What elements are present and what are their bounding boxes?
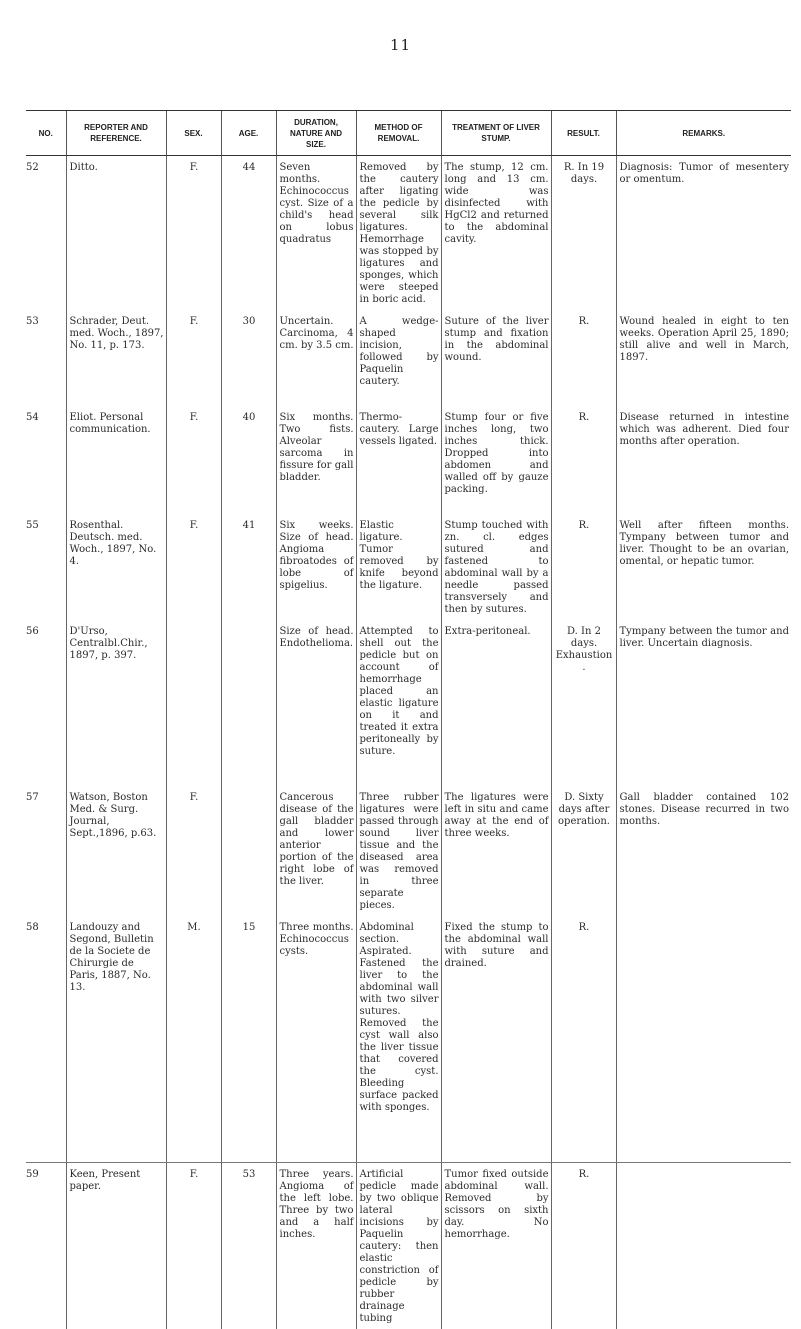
header-age: AGE.	[221, 111, 276, 156]
treatment-of-stump: The ligatures were left in situ and came away at the end of three weeks.	[441, 786, 551, 916]
duration-nature-size: Six months. Two fists. Alveolar sarcoma in fissure for gall bladder.	[276, 406, 356, 514]
treatment-of-stump: Extra-peritoneal.	[441, 620, 551, 786]
age: 53	[221, 1163, 276, 1329]
treatment-of-stump: Stump touched with zn. cl. edges sutured and fastened to abdominal wall by a needle passed transversely and then by sutures.	[441, 514, 551, 620]
case-table	[26, 110, 791, 1329]
remarks	[616, 1163, 791, 1329]
remarks: Disease returned in intestine which was adherent. Died four months after operation.	[616, 406, 791, 514]
table-row	[26, 310, 791, 406]
result: R.	[551, 916, 616, 1163]
remarks: Diagnosis: Tumor of mesentery or omentum.	[616, 156, 791, 311]
method-of-removal: Thermo-cautery. Large vessels ligated.	[356, 406, 441, 514]
method-of-removal: Three rubber ligatures were passed through sound liver tissue and the diseased area was removed in three separate pieces.	[356, 786, 441, 916]
remarks: Tympany between the tumor and liver. Uncertain diagnosis.	[616, 620, 791, 786]
age: 41	[221, 514, 276, 620]
reporter-reference: Landouzy and Segond, Bulletin de la Societe de Chirurgie de Paris, 1887, No. 13.	[66, 916, 166, 1163]
sex: F.	[166, 1163, 221, 1329]
table-row	[26, 406, 791, 514]
header-treatment: TREATMENT OF LIVER STUMP.	[441, 111, 551, 156]
reporter-reference: Watson, Boston Med. & Surg. Journal, Sept.,1896, p.63.	[66, 786, 166, 916]
header-remarks: REMARKS.	[616, 111, 791, 156]
treatment-of-stump: Stump four or five inches long, two inches thick. Dropped into abdomen and walled off by gauze packing.	[441, 406, 551, 514]
result: R.	[551, 1163, 616, 1329]
case-number: 56	[26, 620, 66, 786]
method-of-removal: Removed by the cautery after ligating the pedicle by several silk ligatures. Hemorrhage was stopped by ligatures and sponges, which were steeped in boric acid.	[356, 156, 441, 311]
table-row	[26, 916, 791, 1163]
remarks: Wound healed in eight to ten weeks. Operation April 25, 1890; still alive and well in March, 1897.	[616, 310, 791, 406]
header-reporter: REPORTER AND REFERENCE.	[66, 111, 166, 156]
header-duration: DURATION, NATURE AND SIZE.	[276, 111, 356, 156]
result: R.	[551, 406, 616, 514]
reporter-reference: Ditto.	[66, 156, 166, 311]
sex: M.	[166, 916, 221, 1163]
table-row	[26, 620, 791, 786]
reporter-reference: Rosenthal. Deutsch. med. Woch., 1897, No. 4.	[66, 514, 166, 620]
header-no: NO.	[26, 111, 66, 156]
method-of-removal: A wedge-shaped incision, followed by Paquelin cautery.	[356, 310, 441, 406]
header-row	[26, 111, 791, 156]
case-number: 53	[26, 310, 66, 406]
sex: F.	[166, 310, 221, 406]
case-number: 54	[26, 406, 66, 514]
method-of-removal: Attempted to shell out the pedicle but on account of hemorrhage placed an elastic ligature on it and treated it extra peritoneally by suture.	[356, 620, 441, 786]
treatment-of-stump: Suture of the liver stump and fixation in the abdominal wound.	[441, 310, 551, 406]
duration-nature-size: Cancerous disease of the gall bladder and lower anterior portion of the right lobe of the liver.	[276, 786, 356, 916]
sex	[166, 620, 221, 786]
sex: F.	[166, 156, 221, 311]
age: 15	[221, 916, 276, 1163]
sex: F.	[166, 514, 221, 620]
age: 44	[221, 156, 276, 311]
result: R.	[551, 310, 616, 406]
header-method: METHOD OF REMOVAL.	[356, 111, 441, 156]
duration-nature-size: Size of head. Endothelioma.	[276, 620, 356, 786]
table-row	[26, 786, 791, 916]
case-table-container	[26, 110, 791, 1329]
reporter-reference: D'Urso, Centralbl.Chir., 1897, p. 397.	[66, 620, 166, 786]
treatment-of-stump: Tumor fixed outside abdominal wall. Removed by scissors on sixth day. No hemorrhage.	[441, 1163, 551, 1329]
sex: F.	[166, 786, 221, 916]
result: D. Sixty days after operation.	[551, 786, 616, 916]
sex: F.	[166, 406, 221, 514]
case-number: 57	[26, 786, 66, 916]
case-number: 55	[26, 514, 66, 620]
duration-nature-size: Seven months. Echinococcus cyst. Size of a child's head on lobus quadratus	[276, 156, 356, 311]
treatment-of-stump: Fixed the stump to the abdominal wall with suture and drained.	[441, 916, 551, 1163]
reporter-reference: Keen, Present paper.	[66, 1163, 166, 1329]
result: R.	[551, 514, 616, 620]
duration-nature-size: Three months. Echinococcus cysts.	[276, 916, 356, 1163]
remarks: Well after fifteen months. Tympany between tumor and liver. Thought to be an ovarian, omental, or hepatic tumor.	[616, 514, 791, 620]
reporter-reference: Eliot. Personal communication.	[66, 406, 166, 514]
method-of-removal: Elastic ligature. Tumor removed by knife beyond the ligature.	[356, 514, 441, 620]
remarks: Gall bladder contained 102 stones. Disease recurred in two months.	[616, 786, 791, 916]
age	[221, 786, 276, 916]
duration-nature-size: Three years. Angioma of the left lobe. Three by two and a half inches.	[276, 1163, 356, 1329]
case-number: 59	[26, 1163, 66, 1329]
page-number: 11	[0, 36, 801, 54]
case-number: 58	[26, 916, 66, 1163]
result: D. In 2 days. Exhaustion.	[551, 620, 616, 786]
table-row	[26, 514, 791, 620]
method-of-removal: Abdominal section. Aspirated. Fastened the liver to the abdominal wall with two silver sutures. Removed the cyst wall also the liver tissue that covered the cyst. Bleeding surface packed with sponges.	[356, 916, 441, 1163]
table-row	[26, 156, 791, 311]
case-number: 52	[26, 156, 66, 311]
duration-nature-size: Uncertain. Carcinoma, 4 cm. by 3.5 cm.	[276, 310, 356, 406]
header-result: RESULT.	[551, 111, 616, 156]
duration-nature-size: Six weeks. Size of head. Angioma fibroatodes of lobe of spigelius.	[276, 514, 356, 620]
method-of-removal: Artificial pedicle made by two oblique lateral incisions by Paquelin cautery: then elastic constriction of pedicle by rubber drainage tubing	[356, 1163, 441, 1329]
remarks	[616, 916, 791, 1163]
age: 40	[221, 406, 276, 514]
header-sex: SEX.	[166, 111, 221, 156]
age	[221, 620, 276, 786]
result: R. In 19 days.	[551, 156, 616, 311]
treatment-of-stump: The stump, 12 cm. long and 13 cm. wide was disinfected with HgCl2 and returned to the abdominal cavity.	[441, 156, 551, 311]
table-row	[26, 1163, 791, 1329]
age: 30	[221, 310, 276, 406]
reporter-reference: Schrader, Deut. med. Woch., 1897, No. 11, p. 173.	[66, 310, 166, 406]
